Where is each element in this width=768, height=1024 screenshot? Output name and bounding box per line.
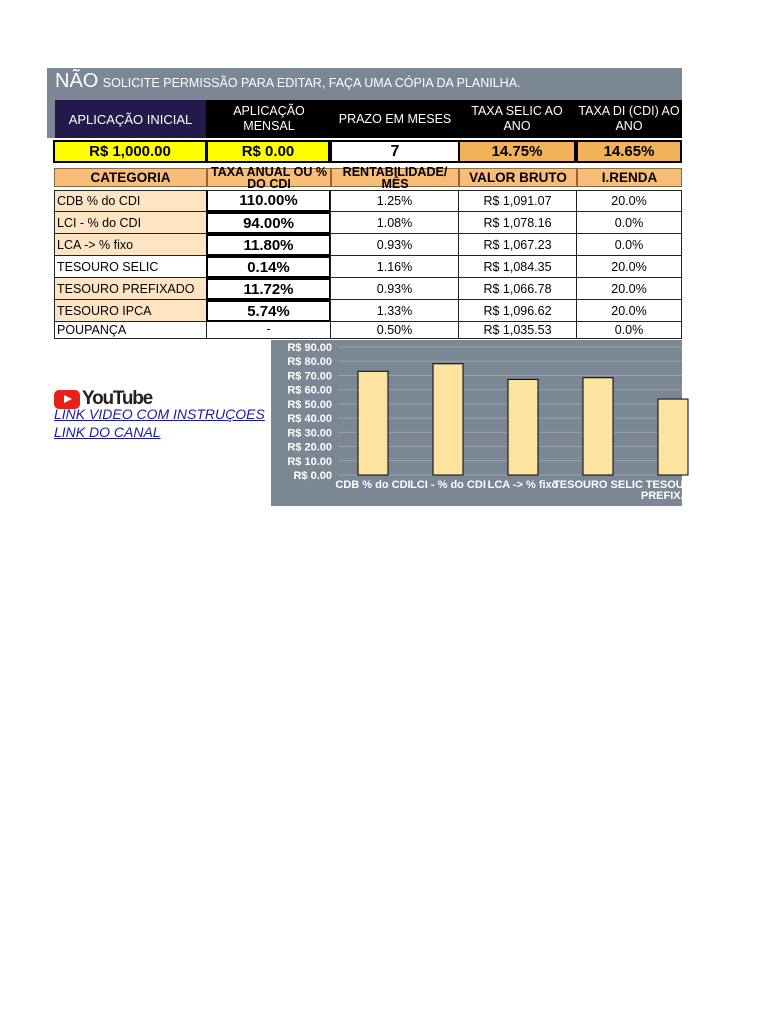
bar-chart-svg xyxy=(271,340,706,506)
cell-valor-bruto: R$ 1,035.53 xyxy=(458,322,577,339)
banner-text xyxy=(55,70,521,93)
table-row xyxy=(54,322,682,339)
link-canal[interactable]: LINK DO CANAL xyxy=(54,424,161,440)
table-row xyxy=(54,190,682,212)
y-tick-label: R$ 30.00 xyxy=(287,427,332,440)
y-tick-label: R$ 0.00 xyxy=(293,470,332,482)
cell-rentabilidade: 1.08% xyxy=(330,212,459,234)
bar xyxy=(508,379,538,475)
header-taxa-selic: TAXA SELIC AO ANO xyxy=(458,100,576,138)
y-tick-label: R$ 40.00 xyxy=(287,413,332,426)
cell-categoria: CDB % do CDI xyxy=(54,190,207,212)
table-row xyxy=(54,300,682,322)
cell-categoria: LCI - % do CDI xyxy=(54,212,207,234)
y-tick-label: R$ 20.00 xyxy=(287,441,332,454)
banner-message: SOLICITE PERMISSÃO PARA EDITAR, FAÇA UMA CÓPIA DA PLANILHA. xyxy=(102,76,521,90)
cell-categoria: POUPANÇA xyxy=(54,322,207,339)
cell-categoria: TESOURO IPCA xyxy=(54,300,207,322)
cell-rentabilidade: 1.33% xyxy=(330,300,459,322)
cell-categoria: TESOURO PREFIXADO xyxy=(54,278,207,300)
col-header-irenda: I.RENDA xyxy=(577,168,682,187)
cell-taxa-input[interactable]: 0.14% xyxy=(206,256,331,278)
cell-rentabilidade: 0.93% xyxy=(330,278,459,300)
investment-table xyxy=(54,190,682,339)
col-header-taxa: TAXA ANUAL OU % DO CDI xyxy=(207,168,331,187)
header-aplicacao-mensal: APLICAÇÃO MENSAL xyxy=(206,100,332,138)
x-tick-label: TESOURO SELIC xyxy=(553,479,643,491)
cell-taxa-input[interactable]: 5.74% xyxy=(206,300,331,322)
aplicacao-mensal-cell[interactable]: R$ 0.00 xyxy=(206,140,330,163)
cell-taxa-input[interactable]: 11.80% xyxy=(206,234,331,256)
header-aplicacao-inicial: APLICAÇÃO INICIAL xyxy=(55,100,206,138)
cell-taxa: - xyxy=(206,322,331,339)
taxa-di-cell[interactable]: 14.65% xyxy=(576,140,682,163)
banner-lead: NÃO xyxy=(55,70,99,92)
cell-irenda: 20.0% xyxy=(576,300,682,322)
y-tick-label: R$ 50.00 xyxy=(287,398,332,411)
prazo-meses-cell[interactable]: 7 xyxy=(330,140,460,163)
youtube-wordmark: YouTube xyxy=(82,388,153,409)
x-tick-label: PREFIXADO xyxy=(640,490,706,502)
cell-valor-bruto: R$ 1,084.35 xyxy=(458,256,577,278)
bar xyxy=(433,364,463,475)
cell-valor-bruto: R$ 1,091.07 xyxy=(458,190,577,212)
bar xyxy=(583,378,613,475)
cell-categoria: TESOURO SELIC xyxy=(54,256,207,278)
y-tick-label: R$ 10.00 xyxy=(287,455,332,468)
x-tick-label: LCA -> % fixo xyxy=(487,479,559,491)
y-tick-label: R$ 90.00 xyxy=(287,342,332,354)
cell-irenda: 20.0% xyxy=(576,190,682,212)
cell-taxa-input[interactable]: 94.00% xyxy=(206,212,331,234)
x-tick-label: LCI - % do CDI xyxy=(410,479,486,491)
col-header-valor-bruto: VALOR BRUTO xyxy=(459,168,577,187)
bar xyxy=(358,371,388,475)
cell-rentabilidade: 1.25% xyxy=(330,190,459,212)
cell-rentabilidade: 0.50% xyxy=(330,322,459,339)
link-video-instrucoes[interactable]: LINK VIDEO COM INSTRUÇOES xyxy=(54,406,265,422)
col-header-categoria: CATEGORIA xyxy=(54,168,207,187)
cell-valor-bruto: R$ 1,078.16 xyxy=(458,212,577,234)
bar-chart xyxy=(271,340,706,506)
header-taxa-di: TAXA DI (CDI) AO ANO xyxy=(576,100,682,138)
table-row xyxy=(54,212,682,234)
cell-irenda: 0.0% xyxy=(576,322,682,339)
cell-taxa-input[interactable]: 11.72% xyxy=(206,278,331,300)
x-tick-label: CDB % do CDI xyxy=(335,479,411,491)
table-row xyxy=(54,234,682,256)
cell-rentabilidade: 1.16% xyxy=(330,256,459,278)
taxa-selic-cell[interactable]: 14.75% xyxy=(458,140,576,163)
cell-categoria: LCA -> % fixo xyxy=(54,234,207,256)
cell-valor-bruto: R$ 1,066.78 xyxy=(458,278,577,300)
cell-irenda: 20.0% xyxy=(576,278,682,300)
table-row xyxy=(54,278,682,300)
cell-irenda: 0.0% xyxy=(576,212,682,234)
table-row xyxy=(54,256,682,278)
bar xyxy=(658,399,688,475)
cell-irenda: 0.0% xyxy=(576,234,682,256)
cell-valor-bruto: R$ 1,096.62 xyxy=(458,300,577,322)
cell-irenda: 20.0% xyxy=(576,256,682,278)
y-tick-label: R$ 70.00 xyxy=(287,370,332,383)
y-tick-label: R$ 60.00 xyxy=(287,384,332,397)
cell-valor-bruto: R$ 1,067.23 xyxy=(458,234,577,256)
x-tick-label: TESOURO xyxy=(645,479,701,491)
col-header-rentabilidade: RENTABILIDADE/ MÊS xyxy=(331,168,459,187)
cell-taxa-input[interactable]: 110.00% xyxy=(206,190,331,212)
aplicacao-inicial-cell[interactable]: R$ 1,000.00 xyxy=(53,140,207,163)
cell-rentabilidade: 0.93% xyxy=(330,234,459,256)
y-tick-label: R$ 80.00 xyxy=(287,356,332,369)
header-prazo-meses: PRAZO EM MESES xyxy=(332,100,458,138)
